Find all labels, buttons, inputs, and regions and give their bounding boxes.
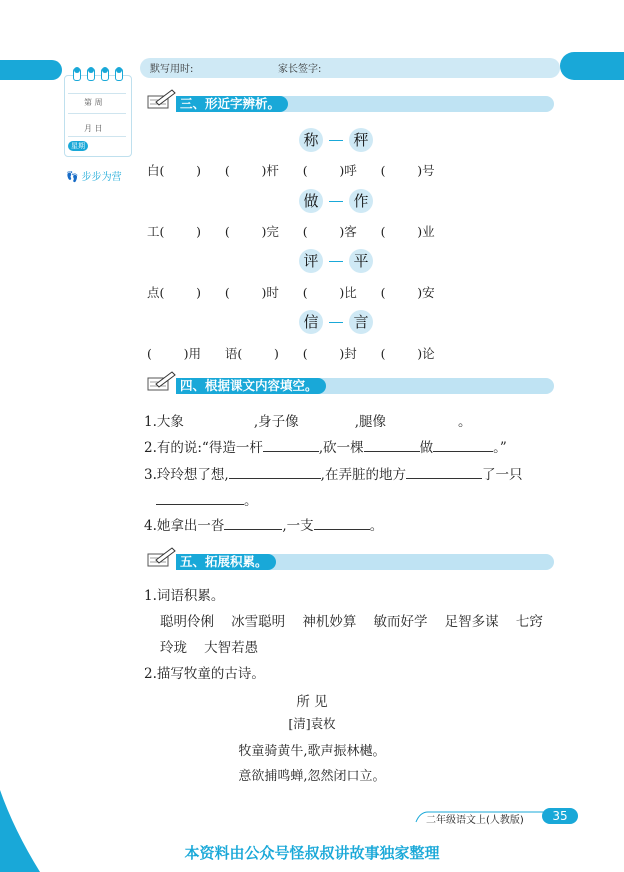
item-1-heading: 1.词语积累。: [144, 588, 225, 604]
answer-blank[interactable]: [406, 464, 482, 479]
char-pair: [0, 310, 624, 334]
top-bar-left: [0, 60, 62, 80]
poem-author: [清]袁枚: [288, 716, 336, 731]
section5-title: 五、拓展积累。: [176, 554, 276, 570]
fill-row: 工( ) ( )完 ( )客 ( )业: [147, 224, 435, 239]
pencil-notebook-icon: [146, 88, 176, 110]
calendar-line: [68, 113, 126, 114]
char-circle: 做: [299, 189, 323, 213]
char-circle: 言: [349, 310, 373, 334]
answer-blank[interactable]: [156, 490, 244, 505]
section4-title: 四、根据课文内容填空。: [176, 378, 326, 394]
char-circle: 称: [299, 128, 323, 152]
calendar-badge: 星期: [68, 141, 88, 151]
char-pair: [0, 249, 624, 273]
steps-label: [66, 168, 122, 183]
question-3-cont: 。: [156, 489, 258, 509]
char-circle: 评: [299, 249, 323, 273]
top-bar-right: [560, 52, 624, 80]
calendar-ring: [101, 68, 109, 81]
fill-row: ( )用 语( ) ( )封 ( )论: [147, 346, 435, 361]
fill-row: 点( ) ( )时 ( )比 ( )安: [147, 285, 435, 300]
answer-blank[interactable]: [433, 437, 493, 452]
question-3: 3.玲玲想了想, ,在弄脏的地方 了一只: [144, 463, 522, 483]
dictation-time-label: 默写用时:: [150, 64, 194, 75]
steps-text: 步步为营: [81, 172, 122, 183]
question-1: 1.大象 ,身子像 ,腿像 。: [144, 414, 472, 430]
char-pair: [0, 128, 624, 152]
calendar-line: [68, 93, 126, 94]
question-4: 4.她拿出一沓 ,一支 。: [144, 514, 383, 534]
char-circle: 秤: [349, 128, 373, 152]
footprints-icon: 👣: [66, 172, 79, 183]
question-2: 2.有的说:“得造一杆 ,砍一棵 做 。”: [144, 436, 507, 456]
pencil-notebook-icon: [146, 370, 176, 392]
section3-title: 三、形近字辨析。: [176, 96, 288, 112]
calendar-ring: [115, 68, 123, 81]
char-pair: [0, 189, 624, 213]
top-bar-middle: [140, 58, 560, 78]
book-label: 二年级语文上(人教版): [426, 815, 524, 826]
answer-blank[interactable]: [314, 515, 370, 530]
calendar-ring: [87, 68, 95, 81]
parent-signature-label: 家长签字:: [278, 64, 322, 75]
answer-blank[interactable]: [263, 437, 319, 452]
fill-row: 白( ) ( )杆 ( )呼 ( )号: [147, 163, 435, 178]
poem-line-2: 意欲捕鸣蝉,忽然闭口立。: [238, 769, 386, 784]
calendar-week-label: 第 周: [84, 98, 103, 107]
poem-title: 所 见: [296, 694, 328, 710]
char-circle: 信: [299, 310, 323, 334]
pencil-notebook-icon: [146, 546, 176, 568]
bottom-note: 本资料由公众号怪叔叔讲故事独家整理: [184, 844, 440, 862]
page-number: 35: [542, 808, 578, 824]
word-list-line-1: 聪明伶俐 冰雪聪明 神机妙算 敏而好学 足智多谋 七窍: [160, 614, 543, 630]
calendar-date-label: 月 日: [84, 124, 103, 133]
char-circle: 作: [349, 189, 373, 213]
poem-line-1: 牧童骑黄牛,歌声振林樾。: [238, 744, 386, 759]
calendar-ring: [73, 68, 81, 81]
char-circle: 平: [349, 249, 373, 273]
answer-blank[interactable]: [224, 515, 282, 530]
item-2-heading: 2.描写牧童的古诗。: [144, 666, 265, 682]
answer-blank[interactable]: [364, 437, 420, 452]
word-list-line-2: 玲珑 大智若愚: [160, 640, 259, 656]
answer-blank[interactable]: [229, 464, 321, 479]
